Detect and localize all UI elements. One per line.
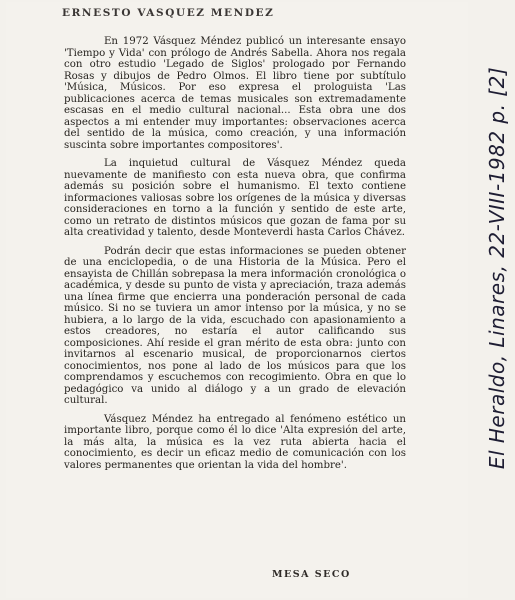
- paragraph: En 1972 Vásquez Méndez publicó un interesante ensayo 'Tiempo y Vida' con prólogo de Andrés Sabella. Ahora nos regala con otro estudio 'Legado de Siglos' prologado por Fernando Rosas y dibujos de Pedro Olmos. El libro tiene por subtítulo 'Música, Músicos. Por eso expresa el prologuista 'Las publicaciones acerca de temas musicales son extremadamente escasas en el medio cultural nacional... Esta obra une dos aspectos a mi entender muy importantes: observaciones acerca del sentido de la música, como creación, y una información suscinta sobre importantes compositores'.: [64, 36, 406, 151]
- paragraph: Podrán decir que estas informaciones se pueden obtener de una enciclopedia, o de una Historia de la Música. Pero el ensayista de Chillán sobrepasa la mera información cronológica o académica, y desde su punto de vista y apreciación, traza además una línea firme que encierra una ponderación personal de cada músico. Si no se tuviera un amor intenso por la música, y no se hubiera, a lo largo de la vida, escuchado con apasionamiento a estos creadores, no estaría el autor calificando sus composiciones. Ahí reside el gran mérito de esta obra: junto con invitarnos al escenario musical, de proporcionarnos ciertos conocimientos, nos pone al lado de los músicos para que los comprendamos y escuchemos con recogimiento. Obra en que lo pedagógico va unido al diálogo y a un grado de elevación cultural.: [64, 245, 406, 406]
- paragraph: Vásquez Méndez ha entregado al fenómeno estético un importante libro, porque como él lo dice 'Alta expresión del arte, la más alta, la música es la vez ruta abierta hacia el conocimiento, es decir un eficaz medio de comunicación con los valores permanentes que orientan la vida del hombre'.: [64, 413, 406, 471]
- article-body: [64, 36, 406, 478]
- newspaper-clipping: [6, 2, 468, 598]
- article-author-header: ERNESTO VASQUEZ MENDEZ: [62, 7, 275, 19]
- paragraph: La inquietud cultural de Vásquez Méndez queda nuevamente de manifiesto con esta nueva obra, que confirma además su posición sobre el humanismo. El texto contiene informaciones valiosas sobre los orígenes de la música y diversas consideraciones en torno a la función y sentido de este arte, como un retrato de distintos músicos que gozan de fama por su alta creatividad y talento, desde Monteverdi hasta Carlos Chávez.: [64, 158, 406, 238]
- article-signature: MESA SECO: [272, 569, 351, 580]
- handwritten-source-note: El Heraldo, Linares, 22-VIII-1982 p. [2]: [485, 66, 509, 470]
